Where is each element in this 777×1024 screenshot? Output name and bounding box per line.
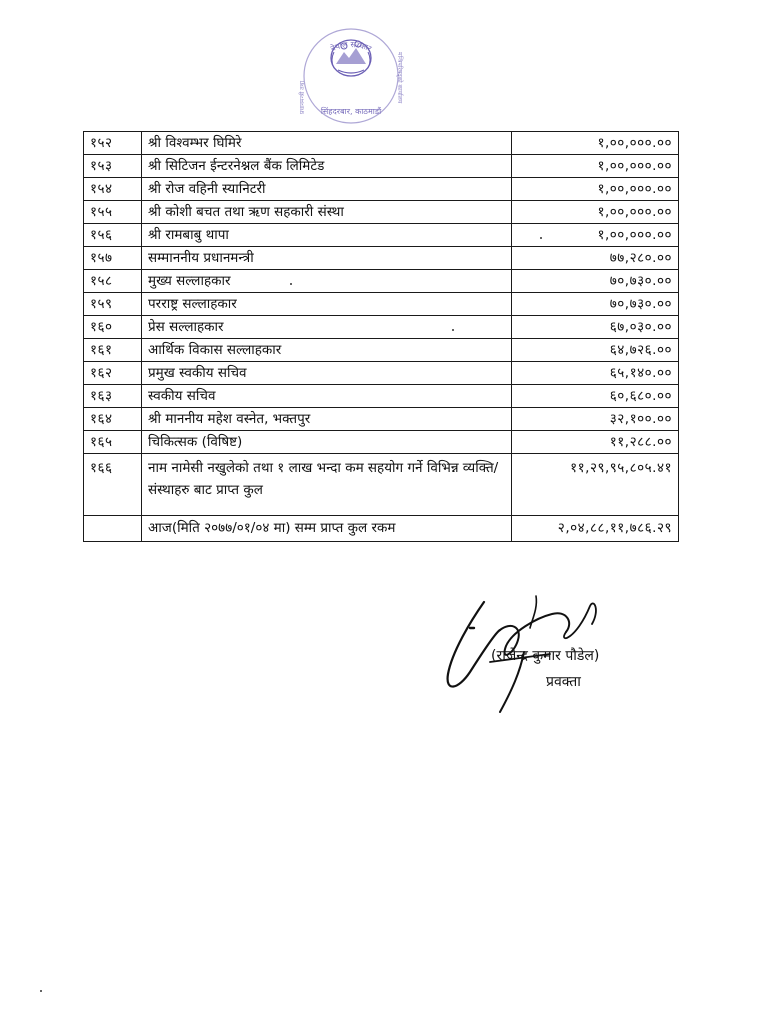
table-row bbox=[84, 155, 679, 178]
table-row bbox=[84, 362, 679, 385]
table-row bbox=[84, 339, 679, 362]
donor-name: स्वकीय सचिव bbox=[142, 385, 512, 408]
serial-number: १६३ bbox=[84, 385, 142, 408]
serial-number: १६४ bbox=[84, 408, 142, 431]
donation-amount: १,००,०००.०० bbox=[512, 178, 679, 201]
serial-number: १५८ bbox=[84, 270, 142, 293]
donor-name: परराष्ट्र सल्लाहकार bbox=[142, 293, 512, 316]
serial-number: १५३ bbox=[84, 155, 142, 178]
serial-number: १५४ bbox=[84, 178, 142, 201]
signatory-title: प्रवक्ता bbox=[546, 674, 581, 690]
svg-text:मन्त्रिपरिषद्‌को कार्यालय: मन्त्रिपरिषद्‌को कार्यालय bbox=[396, 52, 403, 104]
donor-name: प्रेस सल्लाहकार bbox=[142, 316, 512, 339]
total-amount: २,०४,८८,११,७८६.२९ bbox=[512, 516, 679, 542]
scan-speck bbox=[540, 237, 542, 239]
donation-amount: १,००,०००.०० bbox=[512, 224, 679, 247]
svg-text:प्रधानमन्त्री तथा: प्रधानमन्त्री तथा bbox=[299, 80, 306, 114]
table-row bbox=[84, 224, 679, 247]
donor-name: चिकित्सक (विषिष्ट) bbox=[142, 431, 512, 454]
table-row bbox=[84, 293, 679, 316]
serial-number: १६६ bbox=[84, 454, 142, 516]
table-row bbox=[84, 270, 679, 293]
donation-table bbox=[83, 131, 679, 542]
serial-number: १५५ bbox=[84, 201, 142, 224]
scan-speck bbox=[290, 283, 292, 285]
table-row bbox=[84, 247, 679, 270]
donation-amount: ६५,१४०.०० bbox=[512, 362, 679, 385]
svg-text:सिंहदरबार, काठमाडौं: सिंहदरबार, काठमाडौं bbox=[320, 107, 382, 116]
table-row bbox=[84, 132, 679, 155]
donor-name: प्रमुख स्वकीय सचिव bbox=[142, 362, 512, 385]
donation-table-body bbox=[84, 132, 679, 542]
serial-number: १६५ bbox=[84, 431, 142, 454]
table-row bbox=[84, 316, 679, 339]
donation-amount: ७७,२८०.०० bbox=[512, 247, 679, 270]
donor-name: आर्थिक विकास सल्लाहकार bbox=[142, 339, 512, 362]
donor-name: सम्माननीय प्रधानमन्त्री bbox=[142, 247, 512, 270]
scan-speck bbox=[40, 990, 42, 992]
total-row bbox=[84, 516, 679, 542]
serial-number: १५२ bbox=[84, 132, 142, 155]
total-label: आज(मिति २०७७/०१/०४ मा) सम्म प्राप्त कुल रकम bbox=[142, 516, 512, 542]
donor-name: श्री कोशी बचत तथा ऋण सहकारी संस्था bbox=[142, 201, 512, 224]
donor-name: श्री सिटिजन ईन्टरनेश्नल बैंक लिमिटेड bbox=[142, 155, 512, 178]
donation-amount: ३२,१००.०० bbox=[512, 408, 679, 431]
donation-amount: ६०,६८०.०० bbox=[512, 385, 679, 408]
donation-amount: ६४,७२६.०० bbox=[512, 339, 679, 362]
donor-name: श्री माननीय महेश वस्नेत, भक्तपुर bbox=[142, 408, 512, 431]
table-row bbox=[84, 454, 679, 516]
donation-amount: १,००,०००.०० bbox=[512, 201, 679, 224]
serial-number: १५७ bbox=[84, 247, 142, 270]
table-row bbox=[84, 178, 679, 201]
donor-name: मुख्य सल्लाहकार bbox=[142, 270, 512, 293]
donation-amount: ७०,७३०.०० bbox=[512, 270, 679, 293]
donation-amount: ६७,०३०.०० bbox=[512, 316, 679, 339]
scan-speck bbox=[452, 329, 454, 331]
table-row bbox=[84, 431, 679, 454]
serial-number: १६० bbox=[84, 316, 142, 339]
donor-name: नाम नामेसी नखुलेको तथा १ लाख भन्दा कम सहयोग गर्ने विभिन्न व्यक्ति/संस्थाहरु बाट प्राप्त कुल bbox=[142, 454, 512, 516]
donation-amount: ७०,७३०.०० bbox=[512, 293, 679, 316]
donation-amount: १,००,०००.०० bbox=[512, 132, 679, 155]
table-row bbox=[84, 201, 679, 224]
svg-text:नेपाल सरकार: नेपाल सरकार bbox=[329, 40, 373, 54]
donor-name: श्री रोज वहिनी स्यानिटरी bbox=[142, 178, 512, 201]
serial-number: १५६ bbox=[84, 224, 142, 247]
serial-number: १५९ bbox=[84, 293, 142, 316]
donation-amount: ११,२९,९५,८०५.४१ bbox=[512, 454, 679, 516]
donor-name: श्री रामबाबु थापा bbox=[142, 224, 512, 247]
serial-number: १६२ bbox=[84, 362, 142, 385]
serial-number: १६१ bbox=[84, 339, 142, 362]
table-row bbox=[84, 408, 679, 431]
donor-name: श्री विश्वम्भर घिमिरे bbox=[142, 132, 512, 155]
donation-amount: ११,२८८.०० bbox=[512, 431, 679, 454]
signatory-name: (राजेन्द्र कुमार पौडेल) bbox=[491, 648, 600, 664]
donation-amount: १,००,०००.०० bbox=[512, 155, 679, 178]
total-blank-cell bbox=[84, 516, 142, 542]
government-seal bbox=[296, 22, 406, 128]
table-row bbox=[84, 385, 679, 408]
